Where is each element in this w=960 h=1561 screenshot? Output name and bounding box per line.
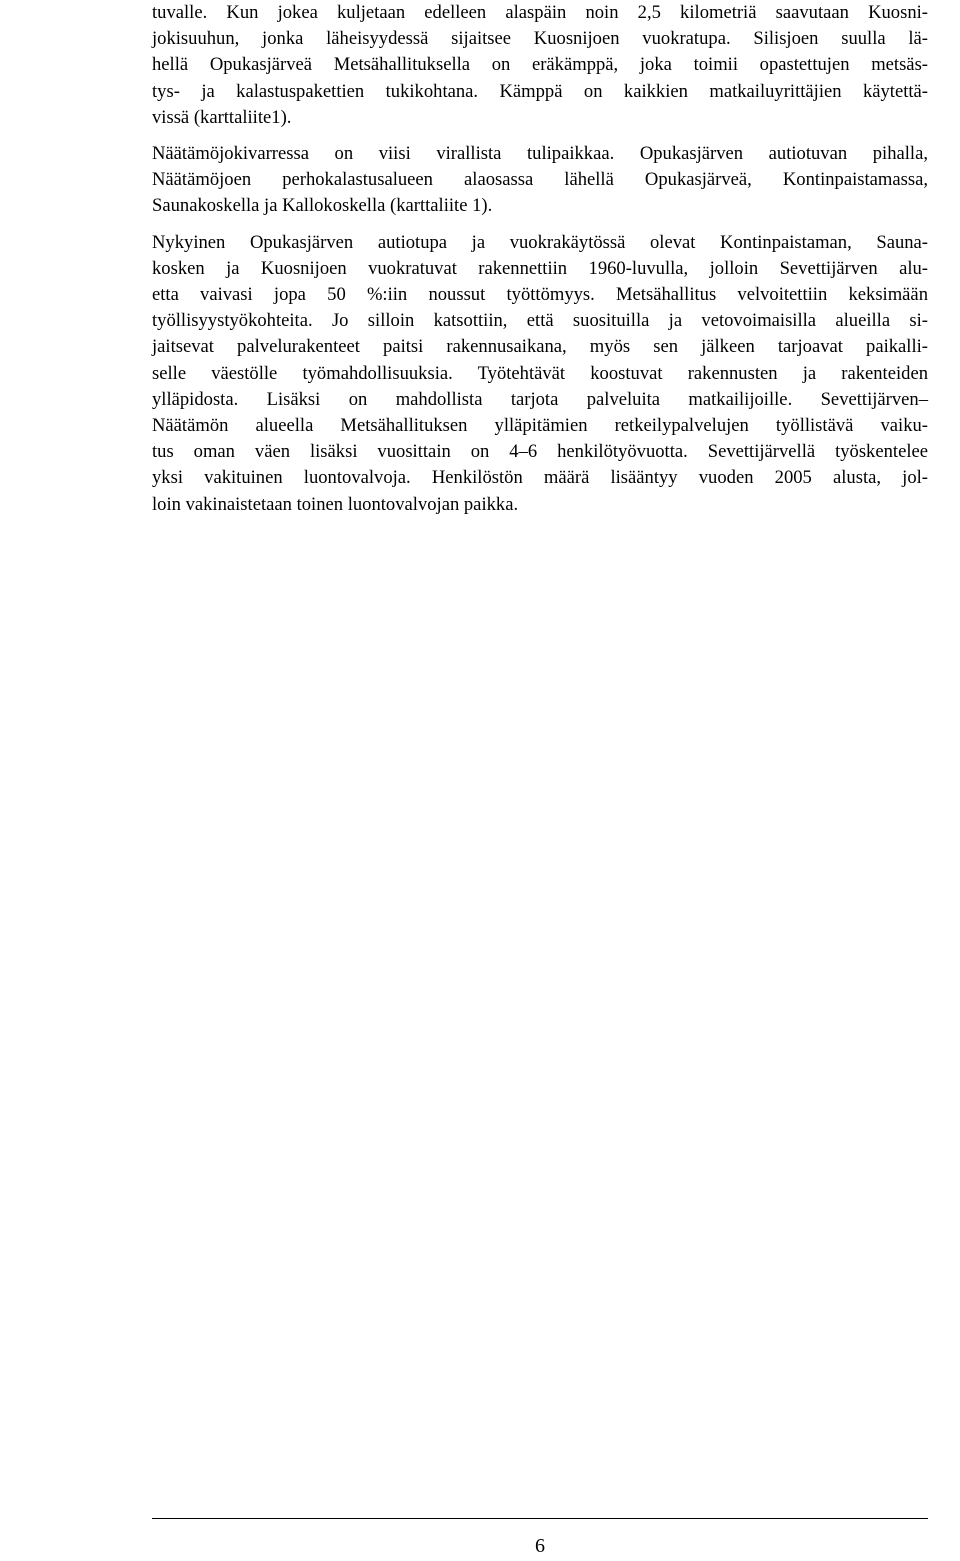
text-line: yksi vakituinen luontovalvoja. Henkilöstön määrä lisääntyy vuoden 2005 alusta, jol- xyxy=(152,467,928,489)
text-line: tuvalle. Kun jokea kuljetaan edelleen alaspäin noin 2,5 kilometriä saavutaan Kuosni- xyxy=(152,2,928,23)
paragraph-intro xyxy=(152,0,928,131)
text-line: Näätämöjokivarressa on viisi virallista tulipaikkaa. Opukasjärven autiotuvan pihalla, xyxy=(152,143,928,165)
text-line: Näätämöjoen perhokalastusalueen alaosassa lähellä Opukasjärveä, Kontinpaistamassa, xyxy=(152,169,928,191)
text-line: loin vakinaistetaan toinen luontovalvojan paikka. xyxy=(152,493,519,515)
text-line: Saunakoskella ja Kallokoskella (karttaliite 1). xyxy=(152,195,493,217)
text-line: jaitsevat palvelurakenteet paitsi rakennusaikana, myös sen jälkeen tarjoavat paikalli- xyxy=(152,336,928,358)
text-line: työllisyystyökohteita. Jo silloin katsottiin, että suosituilla ja vetovoimaisilla alueilla si- xyxy=(152,310,928,332)
text-line: vissä (karttaliite1). xyxy=(152,106,292,128)
text-line: ylläpidosta. Lisäksi on mahdollista tarjota palveluita matkailijoille. Sevettijärven– xyxy=(152,388,928,410)
text-line: tus oman väen lisäksi vuosittain on 4–6 henkilötyövuotta. Sevettijärvellä työskentelee xyxy=(152,441,928,463)
paragraph-fireplaces xyxy=(152,141,928,220)
text-line: Näätämön alueella Metsähallituksen ylläpitämien retkeilypalvelujen työllistävä vaiku- xyxy=(152,415,928,437)
page-number: 6 xyxy=(535,1535,545,1557)
footer-divider xyxy=(152,1518,928,1519)
paragraph-employment xyxy=(152,230,928,518)
document-body xyxy=(152,0,928,528)
text-line: jokisuuhun, jonka läheisyydessä sijaitsee Kuosnijoen vuokratupa. Silisjoen suulla lä- xyxy=(152,28,928,50)
text-line: Nykyinen Opukasjärven autiotupa ja vuokrakäytössä olevat Kontinpaistaman, Sauna- xyxy=(152,231,928,253)
text-line: selle väestölle työmahdollisuuksia. Työtehtävät koostuvat rakennusten ja rakenteiden xyxy=(152,362,928,384)
text-line: kosken ja Kuosnijoen vuokratuvat rakennettiin 1960-luvulla, jolloin Sevettijärven alu- xyxy=(152,257,928,279)
text-line: tys- ja kalastuspakettien tukikohtana. Kämppä on kaikkien matkailuyrittäjien käytettä- xyxy=(152,80,928,102)
text-line: hellä Opukasjärveä Metsähallituksella on eräkämppä, joka toimii opastettujen metsäs- xyxy=(152,54,928,76)
text-line: etta vaivasi jopa 50 %:iin noussut työttömyys. Metsähallitus velvoitettiin keksimään xyxy=(152,284,928,306)
